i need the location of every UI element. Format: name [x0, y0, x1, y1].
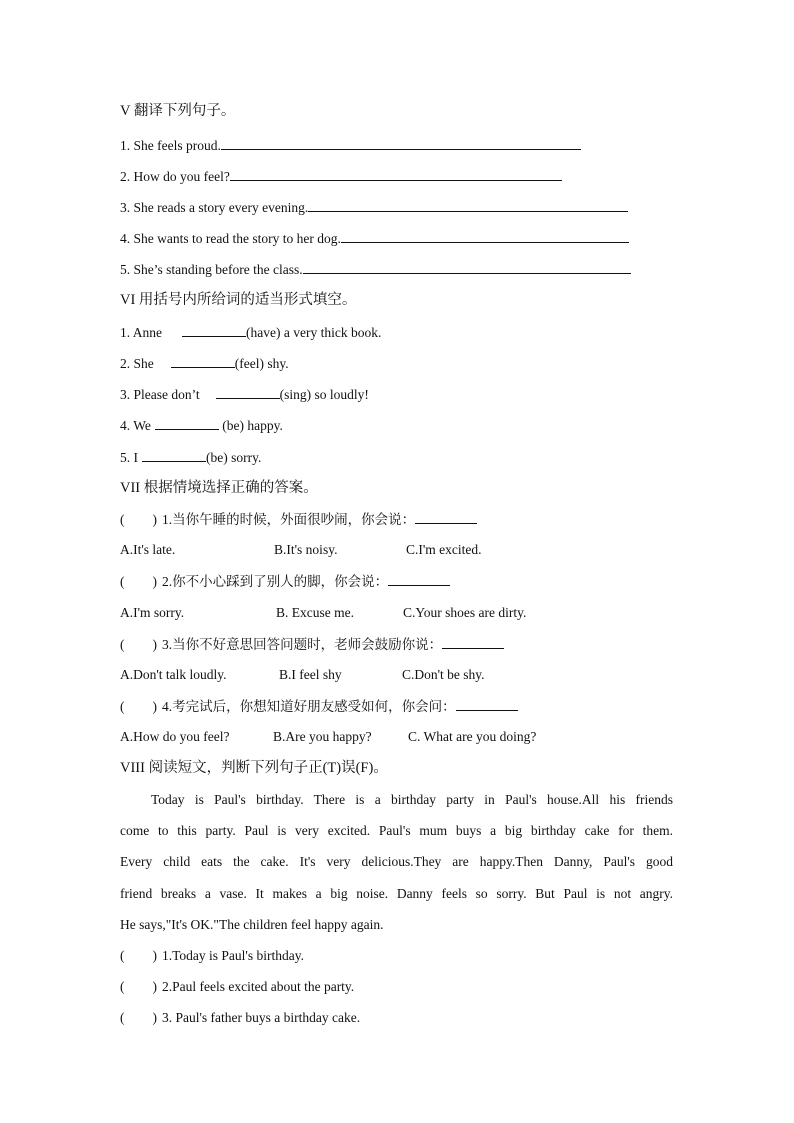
- statement-text: 2.Paul feels excited about the party.: [162, 979, 355, 994]
- option-a[interactable]: A.I'm sorry.: [120, 605, 185, 620]
- answer-paren[interactable]: ( ): [120, 512, 157, 527]
- fill-blank[interactable]: [216, 385, 280, 399]
- sec6-item-2-post: (feel) shy.: [234, 356, 289, 371]
- question-text: 4.考完试后，你想知道好朋友感受如何，你会问：: [162, 699, 456, 714]
- question-text: 1.当你午睡的时候，外面很吵闹，你会说：: [162, 512, 416, 527]
- question-text: 2.你不小心踩到了别人的脚，你会说：: [162, 574, 389, 589]
- sec7-question-4: [120, 697, 518, 716]
- sec6-item-2-pre: 2. She: [120, 356, 154, 371]
- sec6-item-4-pre: 4. We: [120, 418, 151, 433]
- sec6-item-5-pre: 5. I: [120, 450, 138, 465]
- option-a[interactable]: A.How do you feel?: [120, 729, 230, 744]
- passage-line: Today is Paul's birthday. There is a birthday party in Paul's house.All his friends: [151, 792, 673, 807]
- passage-line: He says,"It's OK."The children feel happy again.: [120, 916, 384, 932]
- sec6-item-3: [120, 385, 369, 404]
- sec6-item-3-post: (sing) so loudly!: [279, 387, 369, 402]
- section-8-title: VIII 阅读短文，判断下列句子正(T)误(F)。: [120, 760, 388, 776]
- answer-blank[interactable]: [388, 572, 450, 586]
- answer-paren[interactable]: ( ): [120, 637, 157, 652]
- sec7-question-2: [120, 572, 450, 591]
- fill-blank[interactable]: [182, 323, 246, 337]
- answer-blank[interactable]: [341, 229, 629, 243]
- statement-text: 3. Paul's father buys a birthday cake.: [162, 1010, 361, 1025]
- answer-blank[interactable]: [308, 198, 628, 212]
- tf-statement-3: [120, 1009, 360, 1027]
- answer-paren[interactable]: ( ): [120, 699, 157, 714]
- answer-blank[interactable]: [221, 136, 581, 150]
- answer-blank[interactable]: [415, 510, 477, 524]
- section-7-title: VII 根据情境选择正确的答案。: [120, 480, 318, 496]
- sec6-item-2: [120, 354, 289, 373]
- sec5-item-1: [120, 136, 581, 155]
- sec6-item-4-post: (be) happy.: [218, 418, 283, 433]
- option-b[interactable]: B.Are you happy?: [273, 729, 372, 744]
- option-a[interactable]: A.It's late.: [120, 542, 176, 557]
- tf-statement-2: [120, 978, 354, 996]
- sec5-item-3-text: 3. She reads a story every evening.: [120, 200, 309, 215]
- option-b[interactable]: B.It's noisy.: [274, 542, 338, 557]
- passage-line: Every child eats the cake. It's very delicious.They are happy.Then Danny, Paul's good: [120, 854, 673, 870]
- answer-paren[interactable]: ( ): [120, 979, 157, 994]
- answer-blank[interactable]: [456, 697, 518, 711]
- sec7-question-1: [120, 510, 477, 529]
- sec7-question-3: [120, 635, 504, 654]
- option-b[interactable]: B. Excuse me.: [276, 605, 354, 620]
- sec6-item-3-pre: 3. Please don’t: [120, 387, 200, 402]
- question-text: 3.当你不好意思回答问题时，老师会鼓励你说：: [162, 637, 443, 652]
- sec6-item-4: [120, 416, 283, 435]
- sec5-item-4-text: 4. She wants to read the story to her dog.: [120, 231, 341, 246]
- passage-line: come to this party. Paul is very excited. Paul's mum buys a big birthday cake for them.: [120, 823, 673, 839]
- option-c[interactable]: C.Don't be shy.: [402, 667, 485, 682]
- sec6-item-1: [120, 323, 381, 342]
- section-6-title: VI 用括号内所给词的适当形式填空。: [120, 292, 357, 308]
- option-c[interactable]: C.Your shoes are dirty.: [403, 605, 527, 620]
- sec5-item-2: [120, 167, 562, 186]
- tf-statement-1: [120, 947, 304, 965]
- option-c[interactable]: C. What are you doing?: [408, 729, 537, 744]
- sec6-item-5-post: (be) sorry.: [206, 450, 262, 465]
- passage-line: friend breaks a vase. It makes a big noise. Danny feels so sorry. But Paul is not angry.: [120, 885, 673, 901]
- answer-blank[interactable]: [230, 167, 562, 181]
- sec6-item-1-post: (have) a very thick book.: [246, 325, 382, 340]
- sec6-item-5: [120, 448, 261, 467]
- option-a[interactable]: A.Don't talk loudly.: [120, 667, 227, 682]
- section-5-title: V 翻译下列句子。: [120, 103, 236, 119]
- sec5-item-5: [120, 260, 631, 279]
- answer-blank[interactable]: [442, 635, 504, 649]
- answer-paren[interactable]: ( ): [120, 1010, 157, 1025]
- answer-paren[interactable]: ( ): [120, 574, 157, 589]
- option-b[interactable]: B.I feel shy: [279, 667, 342, 682]
- sec5-item-5-text: 5. She’s standing before the class.: [120, 262, 303, 277]
- sec6-item-1-pre: 1. Anne: [120, 325, 162, 340]
- answer-blank[interactable]: [303, 260, 631, 274]
- statement-text: 1.Today is Paul's birthday.: [162, 948, 304, 963]
- sec5-item-3: [120, 198, 628, 217]
- sec5-item-2-text: 2. How do you feel?: [120, 169, 230, 184]
- sec5-item-4: [120, 229, 629, 248]
- reading-passage: [120, 791, 673, 947]
- fill-blank[interactable]: [155, 416, 219, 430]
- fill-blank[interactable]: [142, 448, 206, 462]
- sec5-item-1-text: 1. She feels proud.: [120, 138, 221, 153]
- answer-paren[interactable]: ( ): [120, 948, 157, 963]
- fill-blank[interactable]: [171, 354, 235, 368]
- option-c[interactable]: C.I'm excited.: [406, 542, 482, 557]
